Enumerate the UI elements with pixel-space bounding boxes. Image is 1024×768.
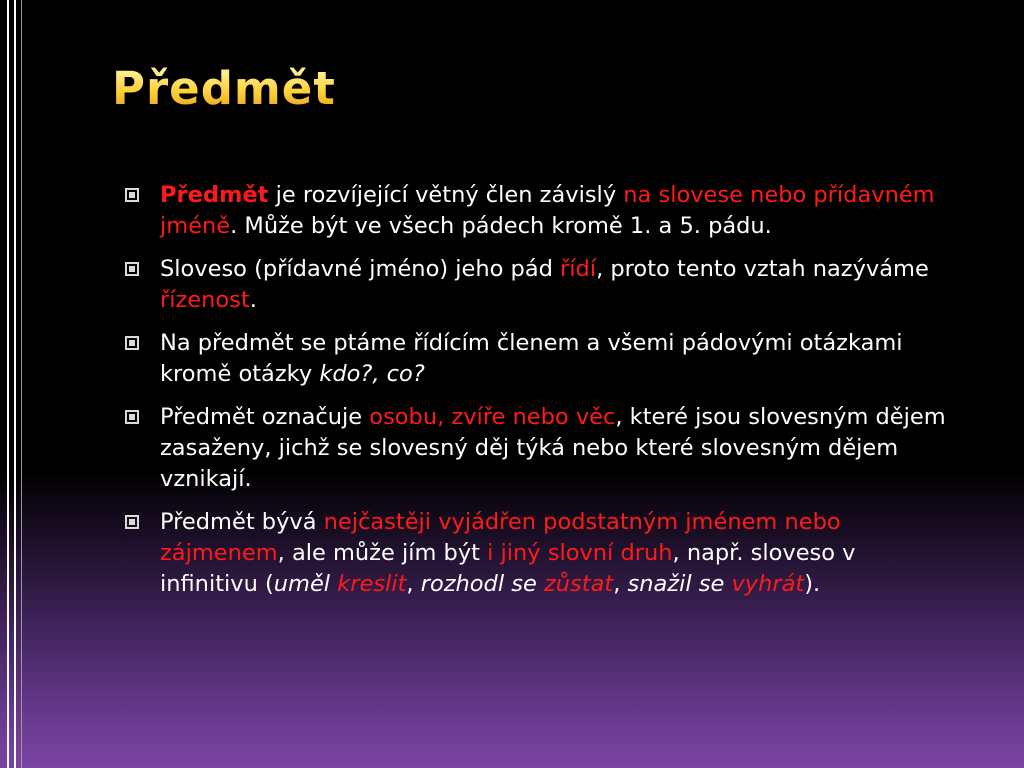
bullet-text: Sloveso (přídavné jméno) jeho pád <box>160 256 561 282</box>
bullet-text: uměl <box>273 571 338 597</box>
bullet-text: , proto tento vztah nazýváme <box>596 256 929 282</box>
bullet-text: je rozvíjející větný člen závislý <box>268 182 624 208</box>
bullet-text: , ale může jím být <box>277 540 488 566</box>
highlighted-text: kreslit <box>337 571 407 597</box>
slide-title: Předmět <box>112 62 336 115</box>
highlighted-text: na slovese nebo přídavném jméně <box>160 182 935 239</box>
square-bullet-icon <box>125 410 139 424</box>
highlighted-text: řízenost <box>160 287 250 313</box>
bullet-text: , <box>406 571 421 597</box>
bullet-text: snažil se <box>627 571 732 597</box>
bullet-text: rozhodl se <box>420 571 544 597</box>
bullet-text: Předmět označuje <box>160 404 370 430</box>
bullet-text: Předmět bývá <box>160 509 324 535</box>
bullet-text: , které jsou slovesným dějem zasaženy, jichž se slovesný děj týká nebo které slovesným dějem vznikají. <box>160 404 946 492</box>
square-bullet-icon <box>125 515 139 529</box>
frame-line <box>7 0 9 768</box>
bullet-text: Na předmět se ptáme řídícím členem a všemi pádovými otázkami kromě otázky <box>160 330 903 387</box>
bullet-list <box>124 180 954 612</box>
square-bullet-icon <box>125 336 139 350</box>
bullet-text: , např. sloveso v infinitivu ( <box>160 540 856 597</box>
bullet-item <box>124 507 954 600</box>
bullet-item <box>124 328 954 390</box>
frame-line <box>21 0 22 768</box>
highlighted-text: nejčastěji vyjádřen podstatným jménem nebo zájmenem <box>160 509 841 566</box>
square-bullet-icon <box>125 188 139 202</box>
bullet-text: ). <box>804 571 821 597</box>
bullet-text: , <box>613 571 628 597</box>
square-bullet-icon <box>125 262 139 276</box>
bullet-text: kdo?, co? <box>319 361 425 387</box>
bullet-text: . <box>249 287 257 313</box>
highlighted-text: i jiný slovní druh <box>487 540 673 566</box>
highlighted-text: vyhrát <box>731 571 805 597</box>
bullet-item <box>124 180 954 242</box>
highlighted-text: zůstat <box>543 571 614 597</box>
bullet-item <box>124 254 954 316</box>
bullet-item <box>124 402 954 495</box>
highlighted-text: osobu, zvíře nebo věc <box>369 404 616 430</box>
frame-line <box>14 0 16 768</box>
highlighted-text: Předmět <box>160 182 269 208</box>
bullet-text: . Může být ve všech pádech kromě 1. a 5. pádu. <box>230 213 772 239</box>
highlighted-text: řídí <box>560 256 597 282</box>
